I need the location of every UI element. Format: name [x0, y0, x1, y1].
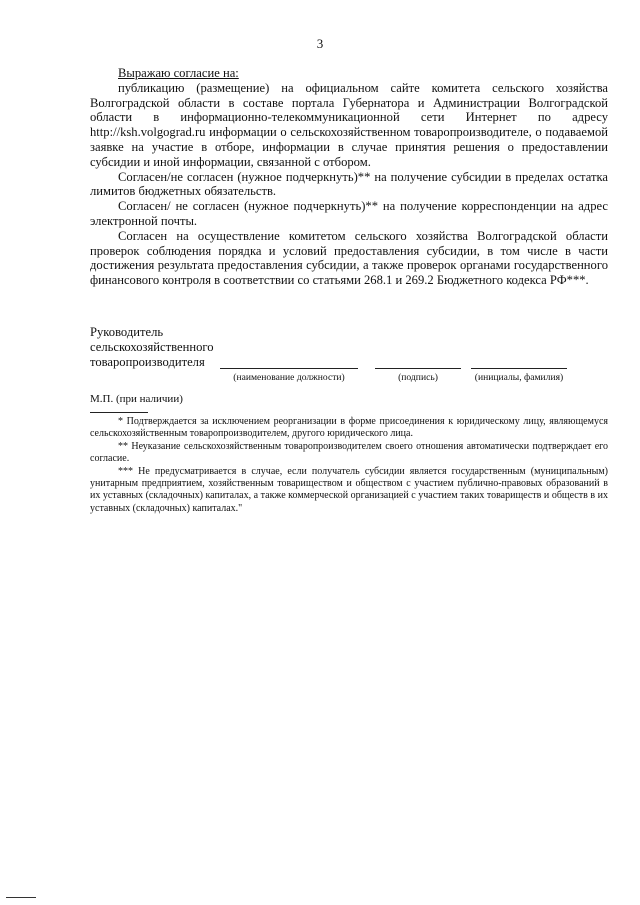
- signatory-title-line: товаропроизводителя: [90, 354, 205, 369]
- footnotes: [90, 416, 608, 515]
- consent-heading: Выражаю согласие на:: [118, 66, 239, 80]
- position-caption: (наименование должности): [233, 372, 345, 383]
- footnote-3: *** Не предусматривается в случае, если получатель субсидии является государственным (муниципальным) унитарным предприятием, хозяйственным товариществом и обществом с участием публично-правовых образований в их уставных (складочных) капиталах, а также коммерческой организацией с участием таких товариществ и обществ в их уставных (складочных) капиталах.": [90, 465, 608, 514]
- signature-lines: [90, 354, 608, 382]
- name-caption: (инициалы, фамилия): [474, 372, 564, 383]
- signature-line: [375, 368, 461, 369]
- page-number: 3: [316, 36, 324, 51]
- consent-section: [90, 66, 608, 288]
- signature-caption: (подпись): [398, 372, 438, 383]
- signatory-title-line: сельскохозяйственного: [90, 339, 214, 354]
- stamp-label: М.П. (при наличии): [90, 393, 183, 405]
- consent-paragraph-publication: публикацию (размещение) на официальном сайте комитета сельского хозяйства Волгоградской области в составе портала Губернатора и Администрации Волгоградской области в информационно-телекоммуникационной сети Интернет по адресу http://ksh.volgograd.ru информации о сельскохозяйственном товаропроизводителе, о подаваемой заявке на участие в отборе, информации в случае принятия решения о предоставлении субсидии и иной информации, связанной с отбором.: [90, 80, 608, 169]
- signatory-title-line: Руководитель: [90, 325, 164, 339]
- footnote-divider: [90, 412, 148, 413]
- consent-paragraph-inspections: Согласен на осуществление комитетом сельского хозяйства Волгоградской области проверок соблюдения порядка и условий предоставления субсидии, в том числе в части достижения результата предоставления субсидии, а также проверок органами государственного финансового контроля в соответствии со статьями 268.1 и 269.2 Бюджетного кодекса РФ***.: [90, 228, 608, 288]
- position-line: [220, 368, 358, 369]
- consent-paragraph-subsidy-limits: Согласен/не согласен (нужное подчеркнуть)** на получение субсидии в пределах остатка лимитов бюджетных обязательств.: [90, 169, 608, 199]
- footnote-1: * Подтверждается за исключением реорганизации в форме присоединения к юридическому лицу, являющемуся сельскохозяйственным товаропроизводителем, другого юридического лица.: [90, 416, 608, 440]
- consent-paragraph-email: Согласен/ не согласен (нужное подчеркнуть)** на получение корреспонденции на адрес электронной почты.: [90, 199, 608, 228]
- corner-mark: [6, 897, 36, 898]
- footnote-2: ** Неуказание сельскохозяйственным товаропроизводителем своего отношения автоматически подтверждает его согласие.: [90, 440, 608, 465]
- name-line: [471, 368, 567, 369]
- signature-block: [90, 325, 608, 383]
